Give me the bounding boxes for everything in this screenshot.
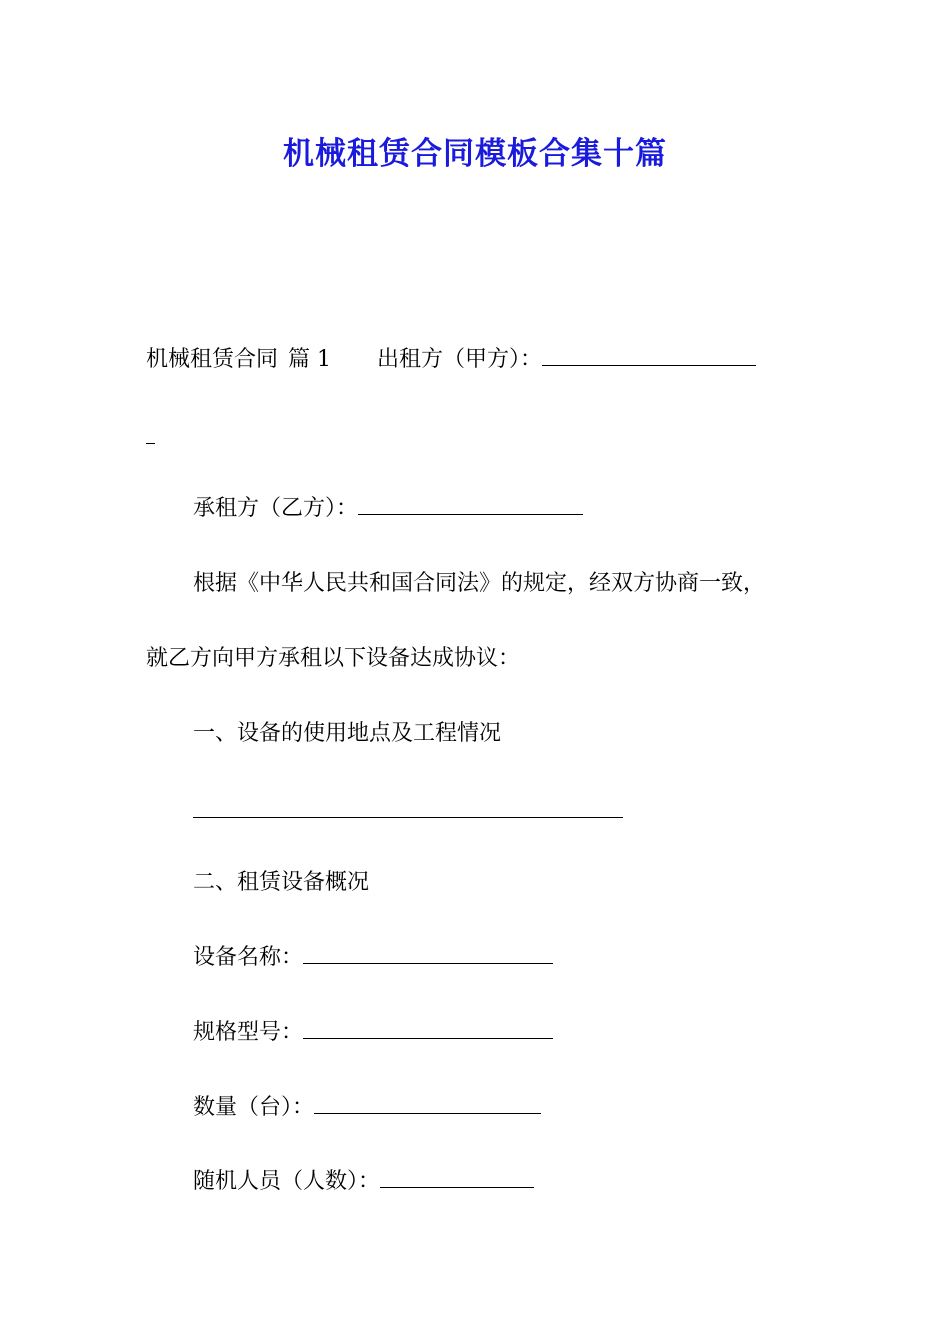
staff-blank[interactable] <box>380 1167 534 1188</box>
contract-header-line <box>146 345 756 375</box>
part-label: 篇 1 <box>288 347 332 372</box>
clause-1-blank[interactable] <box>193 817 623 818</box>
equipment-name-label: 设备名称： <box>193 945 304 970</box>
equipment-name-blank[interactable] <box>303 943 553 964</box>
preamble-line-2: 就乙方向甲方承租以下设备达成协议： <box>146 646 521 671</box>
preamble-line-1: 根据《中华人民共和国合同法》的规定，经双方协商一致， <box>193 571 766 596</box>
staff-label: 随机人员（人数）： <box>193 1169 381 1194</box>
document-title: 机械租赁合同模板合集十篇 <box>283 136 667 172</box>
lessor-blank[interactable] <box>542 345 756 366</box>
lessor-blank-continuation <box>146 443 155 444</box>
lessee-label: 承租方（乙方）： <box>193 496 359 521</box>
lessee-blank[interactable] <box>358 494 583 515</box>
lessee-line <box>193 494 583 524</box>
equipment-name-line <box>193 943 553 973</box>
model-label: 规格型号： <box>193 1020 304 1045</box>
quantity-label: 数量（台）： <box>193 1095 315 1120</box>
staff-line <box>193 1167 534 1197</box>
clause-1-heading: 一、设备的使用地点及工程情况 <box>193 721 502 746</box>
quantity-blank[interactable] <box>314 1093 541 1114</box>
model-line <box>193 1018 553 1048</box>
lessor-label: 出租方（甲方）： <box>377 347 543 372</box>
model-blank[interactable] <box>303 1018 553 1039</box>
clause-2-heading: 二、租赁设备概况 <box>193 870 370 895</box>
contract-heading: 机械租赁合同 <box>146 347 279 372</box>
quantity-line <box>193 1093 541 1123</box>
